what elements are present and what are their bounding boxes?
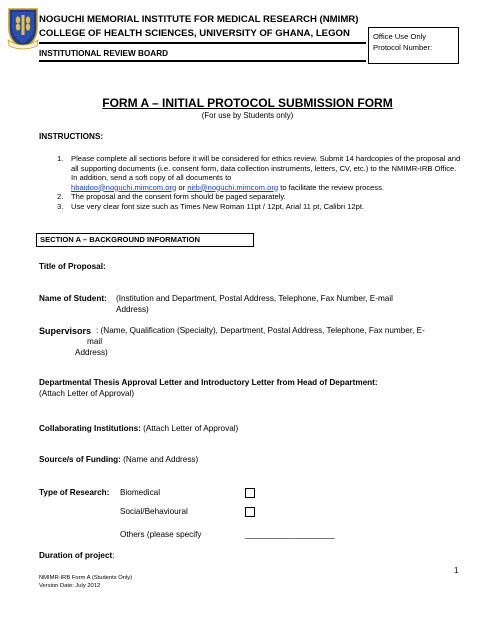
- institute-name: NOGUCHI MEMORIAL INSTITUTE FOR MEDICAL RESEARCH (NMIMR): [39, 14, 359, 25]
- instruction-number: 1.: [57, 154, 64, 163]
- office-use-box: [368, 27, 459, 64]
- board-name: INSTITUTIONAL REVIEW BOARD: [39, 49, 169, 58]
- dept-letter-label: Departmental Thesis Approval Letter and Introductory Letter from Head of Department:: [39, 378, 378, 387]
- instructions-heading: INSTRUCTIONS:: [39, 132, 104, 141]
- funding-label: Source/s of Funding:: [39, 455, 121, 464]
- others-specify-line[interactable]: _____________________: [245, 530, 335, 539]
- supervisors-label: Supervisors: [39, 326, 92, 336]
- header-divider-bottom: [39, 60, 366, 62]
- duration-row: [39, 551, 115, 562]
- instruction-or: or: [178, 182, 186, 192]
- email-link-nirb[interactable]: nirb@noguchi.mimcom.org: [187, 182, 279, 192]
- student-detail-cont: Address): [116, 305, 149, 314]
- instruction-text: Please complete all sections before it will be considered for ethics review. Submit 14 hardcopies of the proposal and all supporting documents (i.e. consent form, data collection instruments, letters, CV, etc.) to the NMIMR-IRB Office. In addition, send a soft copy of all documents to: [71, 154, 461, 182]
- header-divider: [39, 42, 366, 44]
- college-name: COLLEGE OF HEALTH SCIENCES, UNIVERSITY OF GHANA, LEGON: [39, 28, 350, 39]
- collab-row: [39, 424, 238, 435]
- instruction-text-end: to facilitate the review process.: [280, 182, 385, 192]
- funding-row: [39, 455, 198, 466]
- form-subtitle: (For use by Students only): [201, 111, 294, 120]
- supervisors-detail: : (Name, Qualification (Specialty), Department, Postal Address, Telephone, Fax number, E-: [96, 326, 425, 335]
- supervisors-detail-cont2: Address): [75, 348, 108, 357]
- page-number: 1: [454, 566, 459, 575]
- instruction-item: [57, 202, 462, 212]
- instruction-text: Use very clear font size such as Times New Roman 11pt / 12pt, Arial 11 pt, Calibri 12pt.: [71, 201, 365, 211]
- instruction-item: [57, 192, 462, 202]
- section-a-heading: SECTION A – BACKGROUND INFORMATION: [36, 233, 254, 247]
- research-type-option: Others (please specify: [120, 530, 202, 539]
- title-of-proposal-label: Title of Proposal:: [39, 262, 106, 271]
- instruction-number: 2.: [57, 192, 64, 201]
- instruction-text: The proposal and the consent form should be paged separately.: [71, 192, 286, 201]
- instruction-item: [57, 154, 462, 192]
- student-detail: (Institution and Department, Postal Address, Telephone, Fax Number, E-mail: [116, 294, 393, 303]
- collab-note: (Attach Letter of Approval): [143, 424, 239, 433]
- form-title: FORM A – INITIAL PROTOCOL SUBMISSION FORM: [102, 96, 393, 110]
- instructions-list: [57, 154, 462, 211]
- office-use-label: Office Use Only: [373, 32, 427, 41]
- email-link-hbaidoo[interactable]: hbaidoo@noguchi.mimcom.org: [71, 182, 177, 192]
- student-name-label: Name of Student:: [39, 294, 107, 303]
- social-behavioural-checkbox[interactable]: [245, 507, 255, 517]
- research-type-option: Social/Behavioural: [120, 507, 188, 516]
- institute-crest-logo: [6, 6, 40, 50]
- duration-label: Duration of project: [39, 551, 113, 560]
- protocol-number-label: Protocol Number:: [373, 43, 433, 52]
- funding-note: (Name and Address): [123, 455, 199, 464]
- duration-colon: :: [112, 551, 115, 560]
- instruction-number: 3.: [57, 201, 64, 211]
- research-type-option: Biomedical: [120, 488, 161, 497]
- footer: [39, 574, 132, 590]
- research-type-label: Type of Research:: [39, 488, 110, 497]
- footer-form-name: NMIMR-IRB Form A (Students Only): [39, 575, 133, 581]
- footer-version-date: Version Date: July 2012: [39, 583, 101, 590]
- collab-label: Collaborating Institutions:: [39, 424, 141, 433]
- supervisors-detail-cont: mail: [87, 337, 103, 346]
- biomedical-checkbox[interactable]: [245, 488, 255, 498]
- dept-letter-note: (Attach Letter of Approval): [39, 389, 135, 398]
